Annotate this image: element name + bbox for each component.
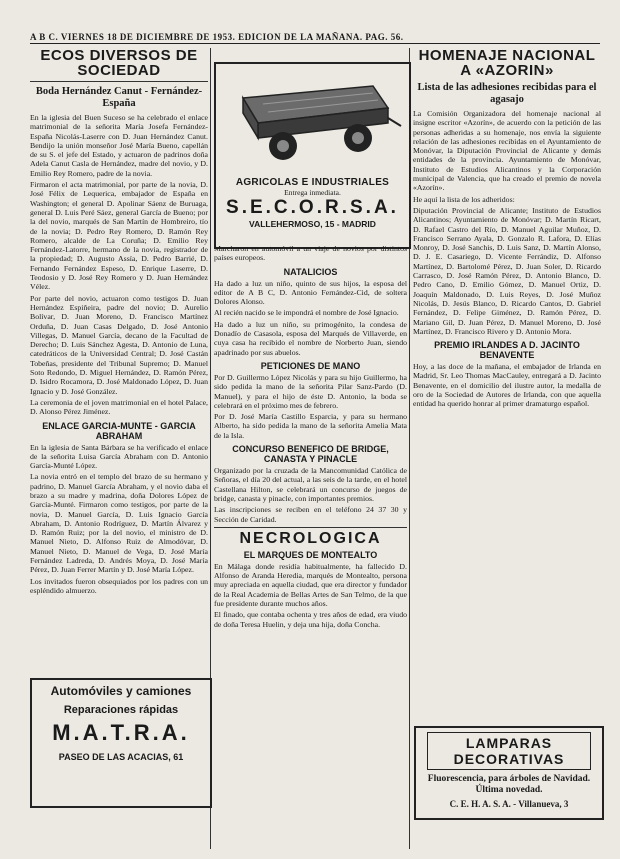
advert-secorsa — [214, 62, 411, 249]
article-paragraph: En Málaga donde residía habitualmente, ha fallecido D. Alfonso de Aranda Heredia, marqués de Montealto, persona muy apreciada en aquella ciudad, que era director y fundador de la Real Academia de Bellas Artes de San Telmo, de la que fue presidente durante muchos años. — [214, 561, 407, 609]
article-paragraph: Los invitados fueron obsequiados por los padres con un espléndido almuerzo. — [30, 576, 208, 595]
section-title: NECROLOGICA — [239, 529, 382, 547]
article-paragraph: Diputación Provincial de Alicante; Instituto de Estudios Alicantinos; Ayuntamiento de Monóvar; D. Martín Ricart, D. Rafael Castro del Río, D. Manuel Aguilar Muñoz, D. Francisco Serrano Ayala, D. Gonzalo R. Lafora, D. Elías Monroy, D. José Sanchis, D. Luis Sanz, D. Martín Alonso, D. J. E. Casariego, D. Vicente Ferrándiz, D. Alfonso Martínez, D. Bartolomé Pérez, D. Juan Soler, D. Ricardo Carrasco, D. José Ramón Pérez, D. Antonio Blanco, D. Pedro Cano, D. Emilio Gómez, D. Manuel Ortiz, D. Joaquín Maldonado, D. Luis Reyes, D. José Muñoz Nicolás, D. Jesús Blanco, D. Ricardo Cantos, D. Gabriel Fernández, D. Felipe Giménez, D. Ramón Pérez, D. Mariano Gil, D. Juan Pérez, D. Manuel Moreno, D. José Martínez, D. Francisco Rivero y D. Antonio Mora. — [413, 205, 601, 336]
advert-line: AGRICOLAS E INDUSTRIALES — [235, 177, 390, 188]
section-title: ECOS DIVERSOS DE SOCIEDAD — [40, 48, 198, 79]
divider — [214, 527, 407, 528]
article-paragraph: Por D. José María Castillo Esparcia, y para su hermano Alberto, ha sido pedida la mano de la señorita Amelia Mata de la Isla. — [214, 412, 407, 440]
article-paragraph: El finado, que contaba ochenta y tres años de edad, era viudo de doña Teresa Huelin, y deja una hija, doña Concha. — [214, 610, 407, 629]
advert-brand: M.A.T.R.A. — [52, 720, 190, 745]
page-header: A B C. VIERNES 18 DE DICIEMBRE DE 1953. EDICION DE LA MAÑANA. PAG. 56. — [30, 32, 600, 44]
section-title: HOMENAJE NACIONAL A «AZORIN» — [418, 48, 596, 79]
article-paragraph: Organizado por la cruzada de la Mancomunidad Católica de Señoras, el día 20 del actual, a las seis de la tarde, en el hotel Castellana Hilton, se celebrará un concurso de juegos de bridge, canasta y pinacle, con importantes premios. — [214, 466, 407, 503]
article-paragraph: Por D. Guillermo López Nicolás y para su hijo Guillermo, ha sido pedida la mano de la señorita Pilar Sanz-Pardo (D. Manuel), y para el hijo de éste D. Antonio, la boda se celebrará en el próximo mes de febrero. — [214, 372, 407, 410]
advert-address: C. E. H. A. S. A. - Villanueva, 3 — [449, 799, 569, 809]
advert-lamparas — [414, 726, 604, 820]
advert-line: Entrega inmediata. — [284, 188, 341, 197]
advert-line: Fluorescencia, para árboles de Navidad. Última novedad. — [427, 774, 591, 795]
article-paragraph: Al recién nacido se le impondrá el nombre de José Ignacio. — [214, 308, 399, 318]
divider — [30, 81, 208, 82]
advert-matra — [30, 678, 212, 808]
article-paragraph: La ceremonia de el joven matrimonial en el hotel Palace, D. Alonso Pérez Jiménez. — [30, 397, 208, 417]
article-heading: EL MARQUES DE MONTEALTO — [243, 549, 378, 560]
article-paragraph: En la iglesia del Buen Suceso se ha celebrado el enlace matrimonial de la señorita María Josefa Fernández-España Nicolás-Laserre con D. Juan Hernández Canut. Bendijo la unión monseñor José María Bueno, capellán de su S. el jefe del Estado, y actuaron de padrinos doña Adela Canut Casla de Hernández, madre del novio, y D. Emilio Rey Romero, padre de la novia. — [30, 113, 208, 178]
column-society — [30, 48, 208, 674]
article-paragraph: Firmaron el acta matrimonial, por parte de la novia, D. José Félix de Lequerica, embajador de España en Washington; el general D. Apolinar Sáenz de Buruaga, general D. Luis Peré Sáez, general García de Bueno; por la del novio, marqués de San Martín de Hombreiro, tío de la novia; D. Pedro Rey Romero, D. Ramón Rey Romero, alcalde de La Coruña; D. Emilio Rey Fernández-Latorre, hermano de la novia, registrador de la propiedad; D. Augusto Assía, D. Pedro Barrié, D. Fernando Fernández Espeso, D. Enrique Laserre, D. Teodosio y D. José Rey Romero y D. Juan Hernández Vélez. — [30, 180, 208, 292]
article-paragraph: En la iglesia de Santa Bárbara se ha verificado el enlace de la señorita Luisa García Abraham con D. Antonio García-Munté López. — [30, 442, 208, 471]
article-paragraph: Por parte del novio, actuaron como testigos D. Juan Hernández Espiñeira, padre del novio; D. Aurelio Bolívar, D. Juan Moreno, D. Francisco Martínez Orduña, D. Juan Casas Delgado, D. José Antonio Villegas, D. Manuel García, decano de la Facultad de Derecho; D. Luis Sánchez Agesta, D. Antonio de Luna, catedráticos de la Universidad Central; D. José Castán Tobeñas, presidente del Tribunal Supremo; D. Manuel Soto Redondo, D. Miguel Hernández, D. Ramón Pérez, D. Isidro Rocamora, D. José Maldonado López, D. Juan Ignacio y D. José González. — [30, 293, 208, 396]
article-heading: CONCURSO BENEFICO DE BRIDGE, CANASTA Y PINACLE — [232, 444, 389, 465]
article-paragraph: Hoy, a las doce de la mañana, el embajador de Irlanda en Madrid, Sr. Leo Thomas MacCauley, entregará a D. Jacinto Benavente, en el domicilio del ilustre autor, la medalla de oro de la Sociedad de Autores de Irlanda, con que aquella entidad ha querido honrar al primer dramaturgo español. — [413, 362, 601, 409]
advert-address: VALLEHERMOSO, 15 - MADRID — [249, 219, 376, 229]
article-paragraph: He aquí la lista de los adheridos: — [413, 194, 515, 204]
article-heading: ENLACE GARCIA-MUNTE - GARCIA ABRAHAM — [42, 420, 196, 441]
article-paragraph: Marcharon en automóvil a un viaje de novios por distintos países europeos. — [214, 244, 407, 263]
article-heading: PETICIONES DE MANO — [260, 360, 361, 371]
trailer-illustration-icon — [223, 68, 403, 168]
advert-line: Reparaciones rápidas — [63, 704, 179, 716]
article-paragraph: Ha dado a luz un niño, su primogénito, la condesa de Donadío de Casasola, esposa del Marqués de Villaverde, en cuya casa ha recibido el nombre de Norberto Juan, siendo apadrinado por sus abuelos. — [214, 319, 407, 357]
advert-brand: S.E.C.O.R.S.A. — [226, 197, 399, 218]
column-azorin — [413, 48, 601, 719]
article-heading: NATALICIOS — [283, 266, 338, 277]
article-paragraph: La novia entró en el templo del brazo de su hermano y padrino, D. Manuel García Abraham, y el novio daba el brazo a su madre y madrina, doña Dolores López de García-Munté. Firmaron como testigos, por parte de la novia, D. Manuel García, D. Luis Ignacio García Abraham, D. Antonio Rodríguez, D. Martín Álvarez y D. Ramón Ruiz; por la del novio, el ministro de D. Manuel Nieto, D. Alfonso Ruiz de Almodóvar, D. Manuel Nieto, D. Manuel de Vega, D. José María Fernández Ladreda, D. Andrés Moya, D. José María Pérez, D. Juan Ferrer Martín y D. José María López. — [30, 472, 208, 575]
article-heading: PREMIO IRLANDES A D. JACINTO BENAVENTE — [434, 340, 580, 361]
advert-address: PASEO DE LAS ACACIAS, 61 — [58, 752, 184, 762]
article-paragraph: Ha dado a luz un niño, quinto de sus hijos, la esposa del editor de A B C, D. Antonio Fernández-Cid, de soltera Dolores Alonso. — [214, 278, 407, 307]
article-heading: Boda Hernández Canut - Fernández-España — [35, 86, 203, 109]
article-heading: Lista de las adhesiones recibidas para el agasajo — [417, 82, 597, 105]
column-social-news — [214, 244, 407, 849]
advert-line: Automóviles y camiones — [50, 684, 192, 698]
article-paragraph: La Comisión Organizadora del homenaje nacional al insigne escritor «Azorín», de acuerdo con la petición de las personas adheridas a su homenaje, nos envía la siguiente relación de las adhesiones recibidas en el Ayuntamiento de Monóvar, la Diputación Provincial de Alicante y demás entidades de la provincia. Ayuntamiento de Monóvar, Instituto de Estudios Alicantinos y la Corporación municipal de Valencia, que ha creado el premio de novela «Azorín». — [413, 109, 601, 193]
article-paragraph: Las inscripciones se reciben en el teléfono 24 37 30 y Sección de Caridad. — [214, 505, 407, 524]
advert-brand: LAMPARAS DECORATIVAS — [427, 732, 591, 770]
